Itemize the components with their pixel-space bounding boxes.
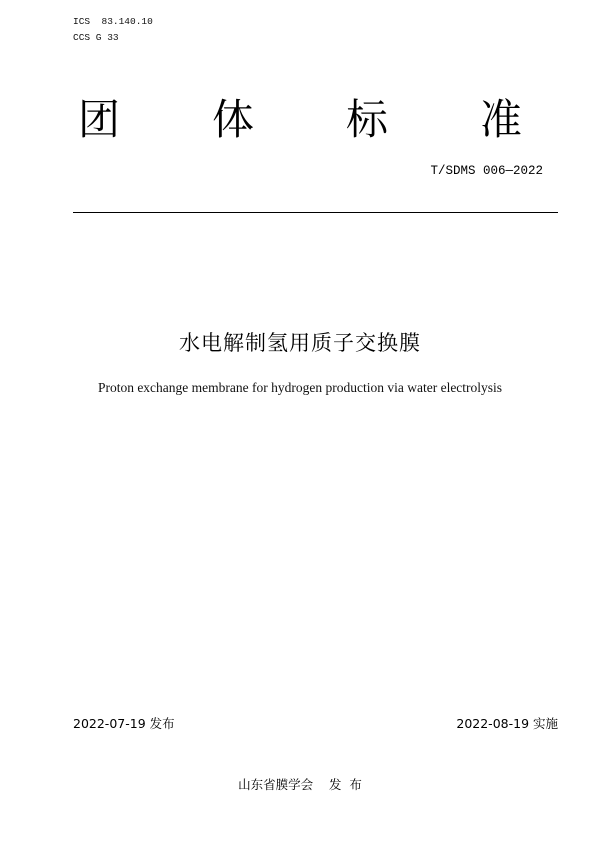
ccs-code: CCS G 33	[73, 32, 119, 43]
document-title-english: Proton exchange membrane for hydrogen production via water electrolysis	[97, 380, 503, 395]
standard-type-char: 标	[346, 95, 389, 144]
implementation-date: 2022-08-19 实施	[456, 716, 558, 731]
standard-type-char: 准	[480, 95, 523, 144]
standard-type-heading	[78, 92, 526, 148]
publisher: 山东省膜学会 发 布	[238, 777, 362, 792]
ics-code: ICS 83.140.10	[73, 16, 153, 27]
header-divider	[73, 212, 558, 213]
issue-date: 2022-07-19 发布	[73, 716, 175, 731]
standard-type-char: 体	[212, 95, 255, 144]
standard-number: T/SDMS 006—2022	[430, 164, 543, 178]
standard-type-char: 团	[78, 95, 121, 144]
document-title-chinese: 水电解制氢用质子交换膜	[179, 331, 421, 355]
